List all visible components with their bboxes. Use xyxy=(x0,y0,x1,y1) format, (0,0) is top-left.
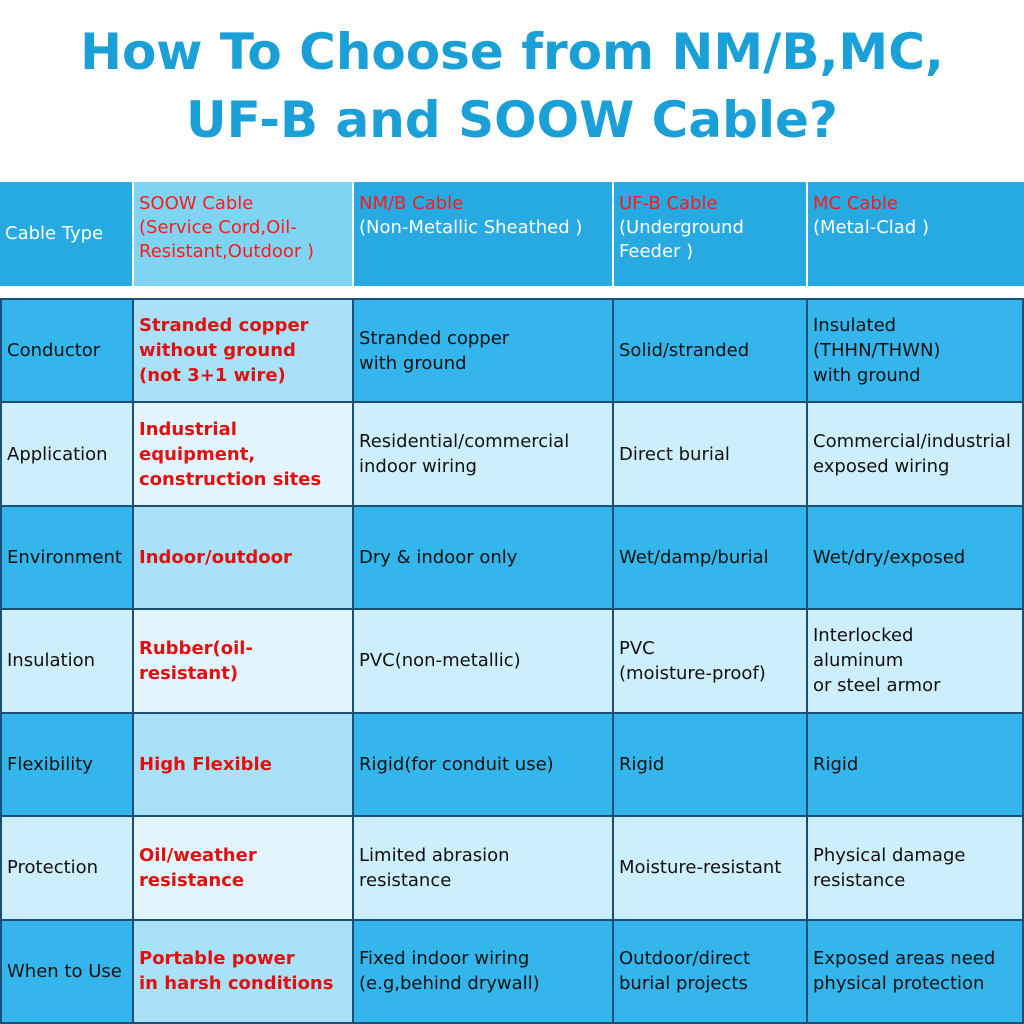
row-label: Insulation xyxy=(0,610,134,713)
table-header xyxy=(0,180,1024,286)
cell-soow: Portable power in harsh conditions xyxy=(134,921,354,1024)
cell-ufb: Wet/damp/burial xyxy=(614,507,808,610)
cell-mc: Interlocked aluminum or steel armor xyxy=(808,610,1024,713)
header-ufb xyxy=(614,182,808,286)
cell-ufb: Moisture-resistant xyxy=(614,817,808,920)
cell-nmb: PVC(non-metallic) xyxy=(354,610,614,713)
page-title xyxy=(0,18,1024,154)
header-nmb-desc: (Non-Metallic Sheathed ) xyxy=(359,217,583,238)
row-label: Flexibility xyxy=(0,714,134,817)
header-soow xyxy=(134,182,354,286)
cell-nmb: Rigid(for conduit use) xyxy=(354,714,614,817)
cell-ufb: Outdoor/direct burial projects xyxy=(614,921,808,1024)
cell-mc: Wet/dry/exposed xyxy=(808,507,1024,610)
header-mc-desc: (Metal-Clad ) xyxy=(813,217,929,238)
cell-mc: Exposed areas need physical protection xyxy=(808,921,1024,1024)
cell-ufb: Direct burial xyxy=(614,403,808,506)
row-label: Application xyxy=(0,403,134,506)
cell-mc: Physical damage resistance xyxy=(808,817,1024,920)
cell-nmb: Stranded copper with ground xyxy=(354,300,614,403)
cell-nmb: Fixed indoor wiring (e.g,behind drywall) xyxy=(354,921,614,1024)
title-line-1: How To Choose from NM/B,MC, xyxy=(80,23,944,81)
cell-soow: Indoor/outdoor xyxy=(134,507,354,610)
cell-mc: Commercial/industrial exposed wiring xyxy=(808,403,1024,506)
cell-soow: Industrial equipment, construction sites xyxy=(134,403,354,506)
cell-nmb: Limited abrasion resistance xyxy=(354,817,614,920)
header-soow-name: SOOW Cable xyxy=(139,193,254,214)
cell-soow: High Flexible xyxy=(134,714,354,817)
cell-ufb: PVC (moisture-proof) xyxy=(614,610,808,713)
header-mc xyxy=(808,182,1024,286)
cell-nmb: Dry & indoor only xyxy=(354,507,614,610)
header-soow-desc: (Service Cord,Oil- Resistant,Outdoor ) xyxy=(139,217,315,262)
header-cable-type: Cable Type xyxy=(0,182,134,286)
cell-mc: Rigid xyxy=(808,714,1024,817)
cell-soow: Rubber(oil-resistant) xyxy=(134,610,354,713)
comparison-table xyxy=(0,298,1024,1024)
header-nmb xyxy=(354,182,614,286)
cell-ufb: Solid/stranded xyxy=(614,300,808,403)
cell-soow: Oil/weather resistance xyxy=(134,817,354,920)
cell-ufb: Rigid xyxy=(614,714,808,817)
header-ufb-desc: (Underground Feeder ) xyxy=(619,217,744,262)
header-nmb-name: NM/B Cable xyxy=(359,193,464,214)
row-label: Conductor xyxy=(0,300,134,403)
header-ufb-name: UF-B Cable xyxy=(619,193,718,214)
cell-soow: Stranded copper without ground (not 3+1 wire) xyxy=(134,300,354,403)
title-line-2: UF-B and SOOW Cable? xyxy=(186,91,838,149)
cell-mc: Insulated (THHN/THWN) with ground xyxy=(808,300,1024,403)
row-label: When to Use xyxy=(0,921,134,1024)
row-label: Environment xyxy=(0,507,134,610)
cell-nmb: Residential/commercial indoor wiring xyxy=(354,403,614,506)
row-label: Protection xyxy=(0,817,134,920)
header-mc-name: MC Cable xyxy=(813,193,898,214)
